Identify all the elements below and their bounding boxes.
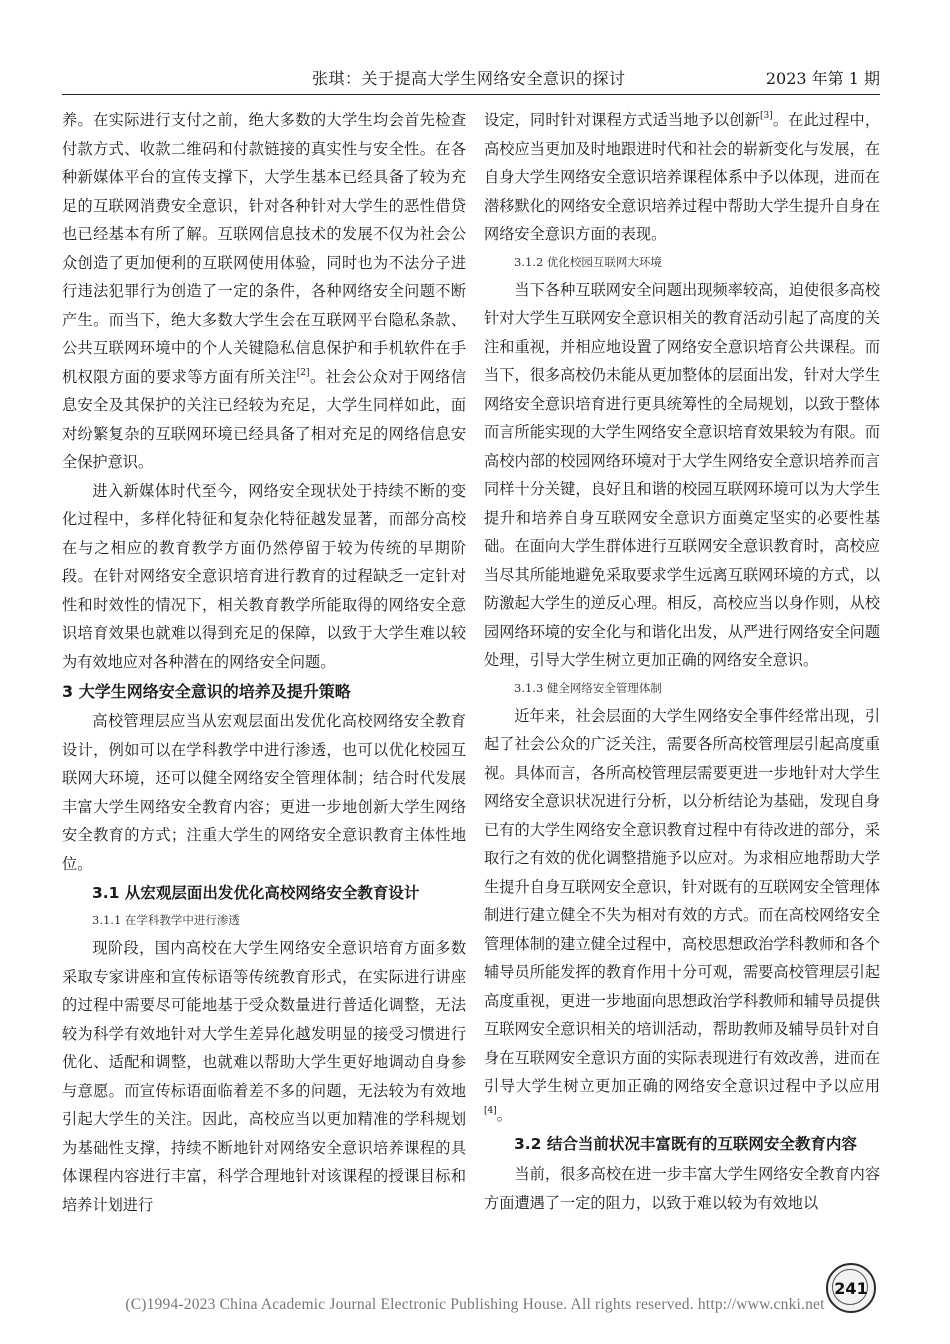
header-issue: 2023 年第 1 期 [765, 69, 880, 88]
paragraph: 近年来，社会层面的大学生网络安全事件经常出现，引起了社会公众的广泛关注，需要各所高校管理层引起高度重视。具体而言，各所高校管理层需要更进一步地针对大学生网络安全意识状况进行分析，以分析结论为基础，发现自身已有的大学生网络安全意识教育过程中有待改进的部分，采取行之有效的优化调整措施予以应对。为求相应地帮助大学生提升自身互联网安全意识，针对既有的互联网安全管理体制进行建立健全不失为相对有效的方式。而在高校网络安全管理体制的建立健全过程中，高校思想政治学科教师和各个辅导员所能发挥的教育作用十分可观，需要高校管理层引起高度重视，更进一步地面向思想政治学科教师和辅导员提供互联网安全意识相关的培训活动，帮助教师及辅导员针对自身在互联网安全意识方面的实际表现进行有效改善，进而在引导大学生树立更加正确的网络安全意识过程中予以应用[4]。 [484, 706, 880, 1124]
paragraph: 进入新媒体时代至今，网络安全现状处于持续不断的变化过程中，多样化特征和复杂化特征越发显著，而部分高校在与之相应的教育教学方面仍然停留于较为传统的早期阶段。在针对网络安全意识培育进行教育的过程缺乏一定针对性和时效性的情况下，相关教育教学所能取得的网络安全意识培育效果也就难以得到充足的保障，以致于大学生难以较为有效地应对各种潜在的网络安全问题。 [62, 481, 466, 671]
page-number: 241 [834, 1278, 868, 1298]
subsection-heading: 3.2 结合当前状况丰富既有的互联网安全教育内容 [514, 1135, 857, 1153]
paragraph: 现阶段，国内高校在大学生网络安全意识培育方面多数采取专家讲座和宣传标语等传统教育形式，在实际进行讲座的过程中需要尽可能地基于受众数量进行普适化调整，无法较为科学有效地针对大学生差异化越发明显的接受习惯进行优化、适配和调整，也就难以帮助大学生更好地调动自身参与意愿。而宣传标语面临着差不多的问题，无法较为有效地引起大学生的关注。因此，高校应当以更加精准的学科规划为基础性支撑，持续不断地针对网络安全意识培养课程的具体课程内容进行丰富，科学合理地针对该课程的授课目标和培养计划进行 [62, 939, 466, 1214]
left-column [62, 106, 466, 1219]
paragraph: 当下各种互联网安全问题出现频率较高，迫使很多高校针对大学生互联网安全意识相关的教育活动引起了高度的关注和重视，并相应地设置了网络安全意识培育公共课程。而当下，很多高校仍未能从更加整体的层面出发，针对大学生网络安全意识培育进行更具统筹性的全局规划，以致于整体而言所能实现的大学生网络安全意识培育效果较为有限。而高校内部的校园网络环境对于大学生网络安全意识培养而言同样十分关键，良好且和谐的校园互联网环境可以为大学生提升和培养自身互联网安全意识方面奠定坚实的必要性基础。在面向大学生群体进行互联网安全意识教育时，高校应当尽其所能地避免采取要求学生远离互联网环境的方式，以防激起大学生的逆反心理。相反，高校应当以身作则，从校园网络环境的安全化与和谐化出发，从严进行网络安全问题处理，引导大学生树立更加正确的网络安全意识。 [484, 280, 880, 669]
running-header [62, 64, 880, 95]
citation: [2] [296, 367, 310, 378]
subsubsection-heading: 3.1.3 健全网络安全管理体制 [514, 680, 662, 695]
citation: [3] [759, 111, 773, 121]
paragraph: 当前，很多高校在进一步丰富大学生网络安全教育内容方面遭遇了一定的阻力，以致于难以较为有效地以 [484, 1165, 880, 1212]
subsection-heading: 3.1 从宏观层面出发优化高校网络安全教育设计 [92, 884, 420, 902]
paragraph: 高校管理层应当从宏观层面出发优化高校网络安全教育设计，例如可以在学科教学中进行渗透，也可以优化校园互联网大环境，还可以健全网络安全管理体制；结合时代发展丰富大学生网络安全教育内容；更进一步地创新大学生网络安全教育的方式；注重大学生的网络安全意识教育主体性地位。 [62, 712, 466, 873]
citation: [4] [484, 1105, 497, 1116]
copyright-footer: (C)1994-2023 China Academic Journal Electronic Publishing House. All rights reserved. http://www.cnki.net [125, 1296, 825, 1313]
section-heading: 3 大学生网络安全意识的培养及提升策略 [62, 682, 351, 701]
paragraph: 设定，同时针对课程方式适当地予以创新[3]。在此过程中，高校应当更加及时地跟进时代和社会的崭新变化与发展，在自身大学生网络安全意识培养课程体系中予以体现，进而在潜移默化的网络安全意识培养过程中帮助大学生提升自身在网络安全意识方面的表现。 [484, 111, 881, 243]
subsubsection-heading: 3.1.1 在学科教学中进行渗透 [92, 913, 240, 927]
right-column [484, 106, 880, 1217]
paragraph: 养。在实际进行支付之前，绝大多数的大学生均会首先检查付款方式、收款二维码和付款链接的真实性与安全性。在各种新媒体平台的宣传支撑下，大学生基本已经具备了较为充足的互联网消费安全意识，针对各种针对大学生的恶性借贷也已经基本有所了解。互联网信息技术的发展不仅为社会公众创造了更加便利的互联网使用体验，同时也为不法分子进行违法犯罪行为创造了一定的条件，各种网络安全问题不断产生。而当下，绝大多数大学生会在互联网平台隐私条款、公共互联网环境中的个人关键隐私信息保护和手机软件在手机权限方面的要求等方面有所关注[2]。社会公众对于网络信息安全及其保护的关注已经较为充足，大学生同样如此，面对纷繁复杂的互联网环境已经具备了相对充足的网络信息安全保护意识。 [62, 111, 467, 471]
subsubsection-heading: 3.1.2 优化校园互联网大环境 [514, 254, 662, 269]
header-title: 张琪：关于提高大学生网络安全意识的探讨 [312, 69, 626, 88]
